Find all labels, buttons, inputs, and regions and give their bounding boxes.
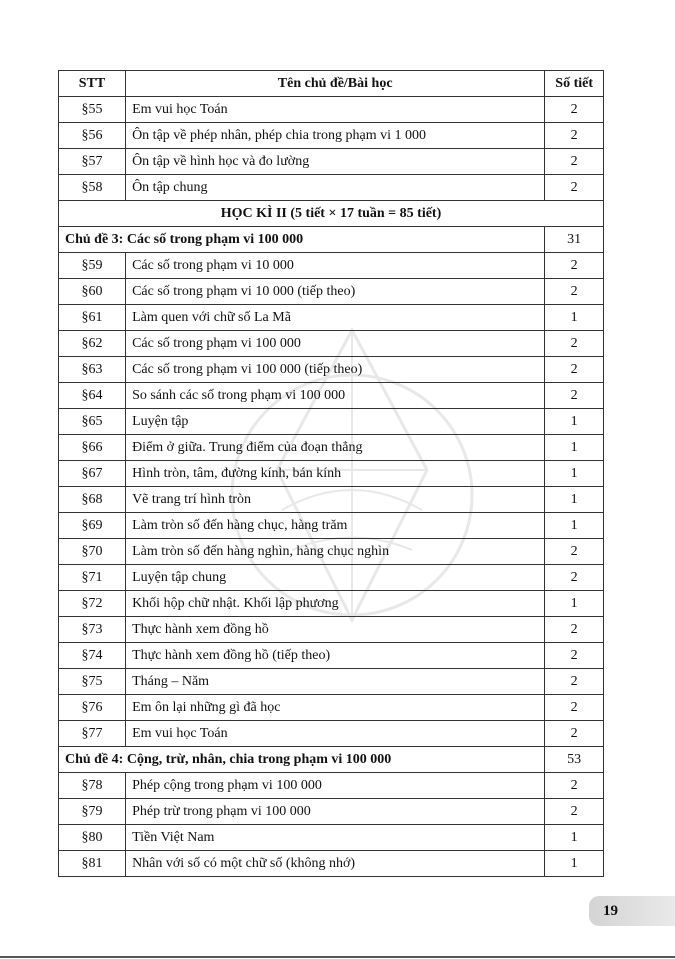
lesson-count: 1 (545, 461, 604, 487)
lesson-title: Các số trong phạm vi 10 000 (tiếp theo) (126, 279, 545, 305)
lesson-number: §71 (59, 565, 126, 591)
lesson-number: §79 (59, 799, 126, 825)
lesson-title: Thực hành xem đồng hồ (tiếp theo) (126, 643, 545, 669)
lesson-number: §69 (59, 513, 126, 539)
lesson-title: Phép cộng trong phạm vi 100 000 (126, 773, 545, 799)
table-row (59, 149, 604, 175)
table-row (59, 409, 604, 435)
topic-title: Chủ đề 3: Các số trong phạm vi 100 000 (59, 227, 545, 253)
topic-lesson-count: 53 (545, 747, 604, 773)
lesson-title: Các số trong phạm vi 100 000 (tiếp theo) (126, 357, 545, 383)
table-row (59, 539, 604, 565)
lesson-count: 2 (545, 773, 604, 799)
lesson-title: Làm tròn số đến hàng chục, hàng trăm (126, 513, 545, 539)
table-row (59, 851, 604, 877)
topic-lesson-count: 31 (545, 227, 604, 253)
lesson-count: 1 (545, 851, 604, 877)
lesson-count: 1 (545, 825, 604, 851)
table-row (59, 331, 604, 357)
lesson-count: 2 (545, 123, 604, 149)
lesson-count: 2 (545, 669, 604, 695)
lesson-number: §70 (59, 539, 126, 565)
table-row (59, 305, 604, 331)
lesson-number: §63 (59, 357, 126, 383)
table-row (59, 643, 604, 669)
lesson-title: Thực hành xem đồng hồ (126, 617, 545, 643)
lesson-title: Ôn tập về hình học và đo lường (126, 149, 545, 175)
table-row (59, 721, 604, 747)
table-row (59, 669, 604, 695)
page-number: 19 (603, 903, 618, 919)
lesson-count: 1 (545, 305, 604, 331)
topic-row (59, 747, 604, 773)
lesson-count: 1 (545, 435, 604, 461)
lesson-title: Em vui học Toán (126, 721, 545, 747)
lesson-count: 2 (545, 383, 604, 409)
lesson-number: §77 (59, 721, 126, 747)
curriculum-table (58, 70, 604, 877)
lesson-number: §64 (59, 383, 126, 409)
lesson-count: 2 (545, 799, 604, 825)
lesson-count: 1 (545, 487, 604, 513)
table-header-row (59, 71, 604, 97)
lesson-title: Em vui học Toán (126, 97, 545, 123)
lesson-title: Các số trong phạm vi 10 000 (126, 253, 545, 279)
table-row (59, 461, 604, 487)
lesson-number: §68 (59, 487, 126, 513)
table-row (59, 825, 604, 851)
semester-title: HỌC KÌ II (5 tiết × 17 tuần = 85 tiết) (59, 201, 604, 227)
lesson-number: §59 (59, 253, 126, 279)
lesson-number: §72 (59, 591, 126, 617)
lesson-title: Tiền Việt Nam (126, 825, 545, 851)
table-row (59, 565, 604, 591)
lesson-title: Các số trong phạm vi 100 000 (126, 331, 545, 357)
lesson-number: §75 (59, 669, 126, 695)
lesson-count: 2 (545, 97, 604, 123)
lesson-number: §67 (59, 461, 126, 487)
lesson-title: Luyện tập (126, 409, 545, 435)
table-row (59, 695, 604, 721)
lesson-title: Em ôn lại những gì đã học (126, 695, 545, 721)
lesson-number: §62 (59, 331, 126, 357)
table-row (59, 357, 604, 383)
lesson-number: §66 (59, 435, 126, 461)
lesson-count: 2 (545, 721, 604, 747)
lesson-number: §58 (59, 175, 126, 201)
lesson-count: 2 (545, 175, 604, 201)
lesson-count: 2 (545, 539, 604, 565)
lesson-title: Khối hộp chữ nhật. Khối lập phương (126, 591, 545, 617)
table-row (59, 383, 604, 409)
table-row (59, 513, 604, 539)
lesson-count: 2 (545, 279, 604, 305)
bottom-divider (0, 956, 675, 958)
table-row (59, 591, 604, 617)
table-row (59, 97, 604, 123)
table-row (59, 279, 604, 305)
lesson-count: 2 (545, 565, 604, 591)
lesson-number: §80 (59, 825, 126, 851)
lesson-title: So sánh các số trong phạm vi 100 000 (126, 383, 545, 409)
table-row (59, 123, 604, 149)
lesson-title: Ôn tập về phép nhân, phép chia trong phạm vi 1 000 (126, 123, 545, 149)
lesson-count: 2 (545, 149, 604, 175)
table-row (59, 617, 604, 643)
table-row (59, 773, 604, 799)
lesson-count: 2 (545, 331, 604, 357)
lesson-title: Hình tròn, tâm, đường kính, bán kính (126, 461, 545, 487)
table-row (59, 487, 604, 513)
lesson-number: §55 (59, 97, 126, 123)
lesson-count: 2 (545, 357, 604, 383)
lesson-number: §78 (59, 773, 126, 799)
table-row (59, 435, 604, 461)
lesson-title: Nhân với số có một chữ số (không nhớ) (126, 851, 545, 877)
lesson-count: 1 (545, 409, 604, 435)
lesson-title: Tháng – Năm (126, 669, 545, 695)
lesson-title: Ôn tập chung (126, 175, 545, 201)
lesson-count: 2 (545, 253, 604, 279)
lesson-count: 2 (545, 695, 604, 721)
topic-title: Chủ đề 4: Cộng, trừ, nhân, chia trong phạm vi 100 000 (59, 747, 545, 773)
lesson-count: 2 (545, 643, 604, 669)
table-row (59, 253, 604, 279)
lesson-count: 2 (545, 617, 604, 643)
lesson-number: §76 (59, 695, 126, 721)
table-body (59, 97, 604, 877)
lesson-number: §56 (59, 123, 126, 149)
lesson-number: §81 (59, 851, 126, 877)
lesson-title: Điểm ở giữa. Trung điểm của đoạn thẳng (126, 435, 545, 461)
lesson-title: Phép trừ trong phạm vi 100 000 (126, 799, 545, 825)
lesson-number: §61 (59, 305, 126, 331)
lesson-count: 1 (545, 591, 604, 617)
header-stt: STT (59, 71, 126, 97)
table-row (59, 799, 604, 825)
semester-row (59, 201, 604, 227)
lesson-title: Vẽ trang trí hình tròn (126, 487, 545, 513)
lesson-number: §65 (59, 409, 126, 435)
lesson-number: §60 (59, 279, 126, 305)
table-row (59, 175, 604, 201)
page-number-tab (589, 896, 675, 926)
lesson-number: §73 (59, 617, 126, 643)
topic-row (59, 227, 604, 253)
lesson-title: Làm quen với chữ số La Mã (126, 305, 545, 331)
lesson-title: Làm tròn số đến hàng nghìn, hàng chục nghìn (126, 539, 545, 565)
lesson-number: §57 (59, 149, 126, 175)
header-count: Số tiết (545, 71, 604, 97)
header-title: Tên chủ đề/Bài học (126, 71, 545, 97)
lesson-number: §74 (59, 643, 126, 669)
lesson-title: Luyện tập chung (126, 565, 545, 591)
lesson-count: 1 (545, 513, 604, 539)
